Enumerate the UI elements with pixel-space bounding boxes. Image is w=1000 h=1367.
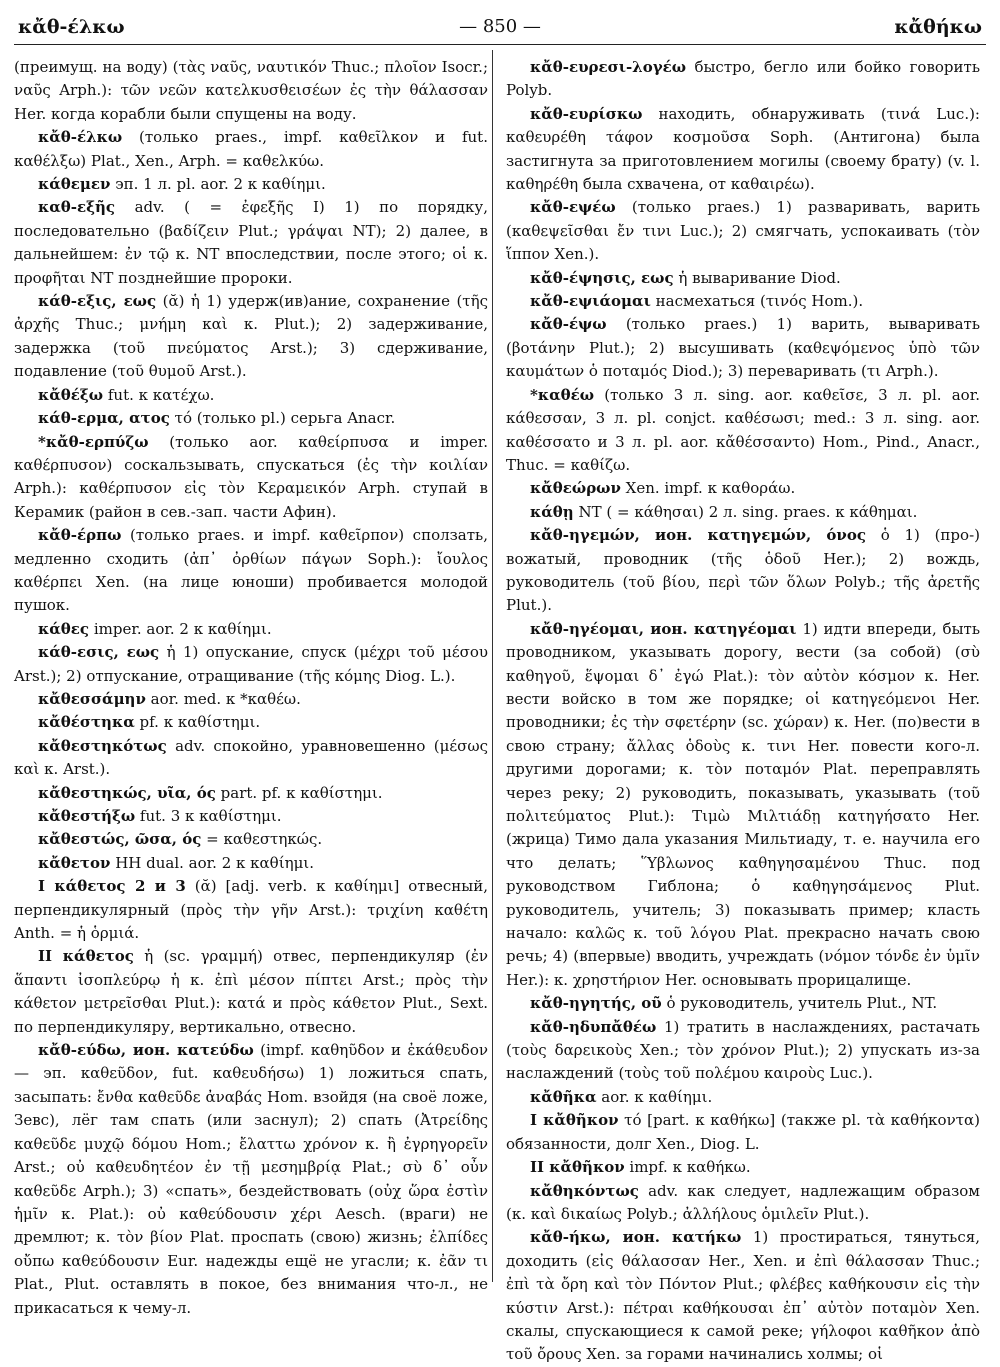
dictionary-entry bbox=[14, 875, 488, 945]
entry-definition: находить, обнаруживать (τινά Luc.): καθευρέθη τάφον κοσμοῦσα Soph. (Антигона) была застигнута за приготовлением могилы (своему брату) (v. l. καθηρέθη была схвачена, от καθαιρέω). bbox=[506, 104, 980, 194]
entry-definition: = καθεστηκώς. bbox=[206, 830, 323, 849]
dictionary-entry bbox=[506, 1016, 980, 1086]
dictionary-entry bbox=[14, 126, 488, 173]
entry-definition: pf. к καθίστημι. bbox=[139, 713, 261, 732]
dictionary-entry bbox=[14, 711, 488, 734]
entry-headword: κάθῃ bbox=[530, 502, 574, 521]
entry-definition: ἡ 1) опускание, спуск (μέχρι τοῦ μέσου Arst.); 2) отпускание, отращивание (τῆς κόμης Diog. L.). bbox=[14, 643, 488, 685]
entry-definition: fut. 3 к καθίστημι. bbox=[139, 807, 282, 825]
dictionary-entry bbox=[14, 196, 488, 290]
dictionary-entry bbox=[14, 1039, 488, 1320]
entry-definition: aor. к καθίημι. bbox=[601, 1087, 713, 1106]
dictionary-entry bbox=[14, 805, 488, 828]
entry-headword: κἄθέξω bbox=[38, 385, 104, 404]
entry-headword: κἄθ-έλκω bbox=[38, 128, 123, 147]
entry-headword: II κάθετος bbox=[38, 947, 134, 966]
entry-headword: καθ-εξῆς bbox=[38, 198, 116, 217]
dictionary-entry bbox=[506, 103, 980, 197]
entry-headword: I κἄθῆκον bbox=[530, 1111, 619, 1130]
entry-headword: κἄθ-ευρεσι-λογέω bbox=[530, 58, 687, 76]
entry-definition: (только praes. и impf. καθεῖρπον) сползать, медленно сходить (ἀπ᾽ ὀρθίων πάγων Soph.): ἴουλος καθέρπει Xen. (на лице юноши) пробивается молодой пушок. bbox=[14, 526, 488, 615]
entry-definition: (преимущ. на воду) (τὰς ναῦς, ναυτικόν Thuc.; πλοῖον Isocr.; ναῦς Arph.): τῶν νεῶν κατελκυσθεισέων ἐς τὴν θάλασσαν Her. когда корабли были спущены на воду. bbox=[14, 58, 488, 123]
entry-headword: κἄθ-ηγητής, οῦ bbox=[530, 994, 662, 1013]
entry-headword: κάθ-ερμα, ατος bbox=[38, 409, 170, 428]
dictionary-entry bbox=[506, 1109, 980, 1156]
entry-headword: κἄθῆκα bbox=[530, 1087, 597, 1106]
entry-headword: κἄθέστηκα bbox=[38, 713, 135, 732]
dictionary-entry bbox=[506, 1226, 980, 1366]
dictionary-entry bbox=[14, 431, 488, 525]
dictionary-entry bbox=[14, 173, 488, 196]
entry-definition: imper. aor. 2 к καθίημι. bbox=[93, 619, 272, 638]
dictionary-entry bbox=[14, 945, 488, 1039]
entry-headword: κἄθ-έψησις, εως bbox=[530, 268, 674, 287]
dictionary-entry bbox=[506, 501, 980, 524]
dictionary-entry bbox=[506, 618, 980, 993]
entry-headword: κἄθεσσάμην bbox=[38, 689, 146, 708]
entry-definition: 1) тратить в наслаждениях, растачать (τοὺς δαρεικοὺς Xen.; τὸν χρόνον Plut.); 2) упускать из-за наслаждений (τοὺς τοῦ πολέμου καιροὺς Luc.). bbox=[506, 1017, 980, 1083]
dictionary-entry bbox=[506, 477, 980, 500]
entry-headword: κἄθ-ευρίσκω bbox=[530, 104, 643, 123]
entry-headword: I κάθετος 2 и 3 bbox=[38, 877, 186, 896]
entry-definition: aor. med. к *καθέω. bbox=[150, 689, 301, 708]
dictionary-entry bbox=[14, 641, 488, 688]
entry-headword: κἄθ-ήκω, ион. κατήκω bbox=[530, 1228, 742, 1247]
entry-headword: κάθ-εξις, εως bbox=[38, 292, 157, 311]
dictionary-entry bbox=[14, 782, 488, 805]
entry-definition: насмехаться (τινός Hom.). bbox=[655, 292, 864, 311]
column-divider bbox=[492, 50, 493, 1282]
dictionary-entry bbox=[14, 618, 488, 641]
dictionary-entry bbox=[14, 828, 488, 851]
dictionary-entry bbox=[506, 267, 980, 290]
entry-headword: κἄθ-ηγεμών, ион. κατηγεμών, όνος bbox=[530, 526, 866, 545]
page-number: — 850 — bbox=[459, 16, 541, 37]
entry-definition: (только praes.) 1) варить, вываривать (βοτάνην Plut.); 2) высушивать (καθεψόμενος ὑπὸ τῶν καυμάτων ὁ ποταμός Diod.); 3) переваривать (τι Arph.). bbox=[506, 315, 980, 381]
entry-headword: κάθες bbox=[38, 619, 90, 638]
entry-headword: II κἄθῆκον bbox=[530, 1158, 625, 1177]
right-column bbox=[506, 56, 980, 1364]
dictionary-entry bbox=[14, 688, 488, 711]
entry-headword: κάθ-εσις, εως bbox=[38, 643, 160, 662]
entry-definition: HH dual. aor. 2 к καθίημι. bbox=[115, 853, 314, 872]
entry-headword: κάθεμεν bbox=[38, 175, 111, 194]
entry-definition: Xen. impf. к καθοράω. bbox=[625, 479, 796, 498]
dictionary-entry bbox=[506, 992, 980, 1015]
entry-headword: κἄθ-εψέω bbox=[530, 198, 616, 217]
entry-definition: (impf. καθηῦδον и ἐκάθευδον — эп. καθεῦδον, fut. καθευδήσω) 1) ложиться спать, засыпать: ἔνθα καθεῦδε ἀναβάς Hom. взойдя (на своё ложе, Зевс), лёг там спать (или заснул); 2) спать (Ἀτρείδης καθεῦδε μυχῷ δόμου Hom.; ἔλαττω χρόνον κ. ἢ ἐγρηγορεῖν Arst.; οὐ καθευδητέον ἐν τῇ μεσημβρίᾳ Plat.; σὺ δ᾽ οὖν καθεῦδε Arph.); 3) «спать», бездействовать (οὐχ ὥρα ἐστὶν ἡμῖν κ. Plat.): οὐ καθεύδουσιν χέρι Aesch. (враги) не дремлют; κ. τὸν βίον Plat. проспать (свою) жизнь; ἐλπίδες οὔπω καθεύδουσιν Eur. надежды ещё не угасли; κ. ἐᾶν τι Plat., Plut. оставлять в покое, без внимания что-л., не прикасаться к чему-л. bbox=[14, 1041, 488, 1317]
entry-definition: NT ( = κάθησαι) 2 л. sing. praes. к κάθημαι. bbox=[578, 502, 918, 521]
dictionary-entry bbox=[14, 852, 488, 875]
left-column bbox=[14, 56, 488, 1317]
entry-definition: impf. к καθήκω. bbox=[629, 1158, 751, 1177]
dictionary-entry bbox=[506, 56, 980, 103]
dictionary-entry bbox=[506, 290, 980, 313]
entry-headword: κἄθετον bbox=[38, 853, 111, 872]
entry-definition: (ᾰ) [adj. verb. к καθίημι] отвесный, перпендикулярный (πρὸς τὴν γῆν Arst.): τριχίνη καθέτη Anth. = ἡ ὁρμιά. bbox=[14, 877, 488, 943]
entry-definition: 1) простираться, тянуться, доходить (εἰς θάλασσαν Her., Xen. и ἐπὶ θάλασσαν Thuc.; ἐπὶ τὰ ὄρη καὶ τὸν Πόντον Plut.; φλέβες καθήκουσιν εἰς τὴν κύστιν Arst.): πέτραι καθήκουσαι ἐπ᾽ αὐτὸν ποταμὸν Xen. скалы, спускающиеся к самой реке; γήλοφοι καθῆκον ἀπὸ τοῦ ὄρους Xen. за горами начинались холмы; οἱ bbox=[506, 1228, 980, 1364]
entry-definition: τό (только pl.) серьга Anacr. bbox=[174, 409, 396, 428]
entry-definition: fut. к κατέχω. bbox=[107, 385, 215, 404]
entry-headword: κἄθ-ηγέομαι, ион. κατηγέομαι bbox=[530, 619, 797, 638]
entry-headword: κἄθεστηκότως bbox=[38, 736, 167, 755]
dictionary-entry bbox=[14, 735, 488, 782]
dictionary-entry bbox=[14, 384, 488, 407]
entry-headword: κἄθ-έρπω bbox=[38, 526, 122, 545]
entry-definition: эп. 1 л. pl. aor. 2 к καθίημι. bbox=[115, 175, 326, 194]
entry-definition: 1) идти впереди, быть проводником, указывать дорогу, вести (за собой) (σὺ καθηγοῦ, ἕψομαι δ᾽ ἐγώ Plat.): τὸν αὐτὸν κόσμον κ. Her. вести войско в том же порядке; οἱ κατηγεόμενοι Her. проводники; ἐς τὴν σφετέρην (sc. χώραν) κ. Her. (по)вести в свою страну; ἄλλας ὁδοὺς κ. τινι Her. повести кого-л. другими дорогами; κ. τὸν ποταμόν Plat. переправлять через реку; 2) руководить, показывать, указывать (τοῦ πολιτεύματος Plut.): Τιμὼ Μιλτιάδῃ κατηγήσατο Her. (жрица) Тимо дала указания Мильтиаду, т. е. научила его что делать; Ὕβλωνος καθηγησαμένου Thuc. под руководством Гиблона; ὁ καθηγησάμενος Plut. руководитель, учитель; 3) показывать пример; класть начало: καλῶς κ. τοῦ λόγου Plat. прекрасно начать свою речь; 4) (впервые) вводить, учреждать (νόμον τόνδε ἐν ὑμῖν Her.): κ. χρηστήριον Her. основывать прорицалище. bbox=[506, 619, 980, 989]
entry-definition: ὁ 1) (про-) вожатый, проводник (τῆς ὁδοῦ Her.); 2) вождь, руководитель (τοῦ βίου, περὶ τῶν ὅλων Polyb.; τῆς ἀρετῆς Plut.). bbox=[506, 526, 980, 615]
dictionary-entry bbox=[506, 1156, 980, 1179]
entry-definition: adv. спокойно, уравновешенно (μέσως καὶ κ. Arst.). bbox=[14, 736, 488, 779]
dictionary-entry bbox=[14, 407, 488, 430]
entry-headword: κἄθεώρων bbox=[530, 479, 621, 498]
entry-headword: *καθέω bbox=[530, 385, 595, 404]
dictionary-entry bbox=[506, 1180, 980, 1227]
dictionary-entry bbox=[14, 290, 488, 384]
entry-definition: (только praes., impf. καθεῖλκον и fut. καθέλξω) Plat., Xen., Arph. = καθελκύω. bbox=[14, 128, 488, 170]
dictionary-entry bbox=[506, 524, 980, 618]
entry-definition: adv. как следует, надлежащим образом (κ. καὶ δικαίως Polyb.; ἀλλήλους ὁμιλεῖν Plut.). bbox=[506, 1181, 980, 1223]
entry-headword: κἄθεστώς, ῶσα, ός bbox=[38, 830, 202, 849]
entry-headword: κἄθ-εύδω, ион. κατεύδω bbox=[38, 1041, 254, 1060]
entry-definition: быстро, бегло или бойко говорить Polyb. bbox=[506, 58, 980, 100]
entry-definition: (только aor. καθείρπυσα и imper. καθέρπυσον) соскальзывать, спускаться (ἐς τὴν κοιλίαν Arph.): καθέρπυσον εἰς τὸν Κεραμεικόν Arph. ступай в Керамик (район в сев.-зап. части Афин). bbox=[14, 432, 488, 521]
entry-headword: *κἄθ-ερπύζω bbox=[38, 432, 149, 451]
page-header bbox=[14, 10, 986, 45]
entry-headword: κἄθεστήξω bbox=[38, 807, 136, 825]
dictionary-entry bbox=[506, 196, 980, 266]
dictionary-entry bbox=[14, 524, 488, 618]
entry-definition: (ᾰ) ἡ 1) удерж(ив)ание, сохранение (τῆς ἀρχῆς Thuc.; μνήμη καὶ κ. Plut.); 2) задерживание, задержка (τοῦ πνεύματος Arst.); 3) сдерживание, подавление (τοῦ θυμοῦ Arst.). bbox=[14, 292, 488, 381]
dictionary-entry bbox=[506, 384, 980, 478]
entry-definition: (только 3 л. sing. aor. καθεῖσε, 3 л. pl. aor. κάθεσσαν, 3 л. pl. conjct. καθέσωσι; med.: 3 л. sing. aor. καθέσσατο и 3 л. pl. aor. κἄθέσσαντο) Hom., Pind., Anacr., Thuc. = καθίζω. bbox=[506, 385, 980, 474]
right-running-headword: κἄθήκω bbox=[894, 16, 982, 38]
entry-definition: ὁ руководитель, учитель Plut., NT. bbox=[666, 994, 938, 1013]
entry-definition: (только praes.) 1) разваривать, варить (καθεψεῖσθαι ἔν τινι Luc.); 2) смягчать, успокаивать (τὸν ἵππον Xen.). bbox=[506, 198, 980, 264]
entry-definition: ἡ (sc. γραμμή) отвес, перпендикуляр (ἐν ἅπαντι ἰσοπλεύρῳ ἡ κ. ἐπὶ μέσον πίπτει Arst.; πρὸς τὴν κάθετον μετρεῖσθαι Plut.): κατά и πρὸς κάθετον Plut., Sext. по перпендикуляру, вертикально, отвесно. bbox=[14, 947, 488, 1036]
dictionary-entry bbox=[506, 313, 980, 383]
entry-headword: κἄθ-ηδυπἄθέω bbox=[530, 1017, 657, 1036]
dictionary-entry bbox=[14, 56, 488, 126]
entry-headword: κἄθ-εψιάομαι bbox=[530, 292, 651, 311]
entry-definition: τό [part. к καθήκω] (также pl. τὰ καθήκοντα) обязанности, долг Xen., Diog. L. bbox=[506, 1111, 980, 1153]
entry-headword: κἄθ-έψω bbox=[530, 315, 607, 334]
entry-definition: part. pf. к καθίστημι. bbox=[220, 783, 383, 802]
entry-definition: ἡ вываривание Diod. bbox=[678, 268, 841, 287]
entry-definition: adv. ( = ἐφεξῆς I) 1) по порядку, последовательно (βαδίζειν Plut.; γράψαι NT); 2) далее, в дальнейшем: ἐν τῷ κ. NT впоследствии, после этого; οἱ κ. προφῆται NT позднейшие пророки. bbox=[14, 198, 488, 287]
left-running-headword: κἄθ-έλκω bbox=[18, 16, 125, 38]
entry-headword: κἄθεστηκώς, υῖα, ός bbox=[38, 783, 216, 802]
entry-headword: κἄθηκόντως bbox=[530, 1181, 639, 1200]
dictionary-entry bbox=[506, 1086, 980, 1109]
